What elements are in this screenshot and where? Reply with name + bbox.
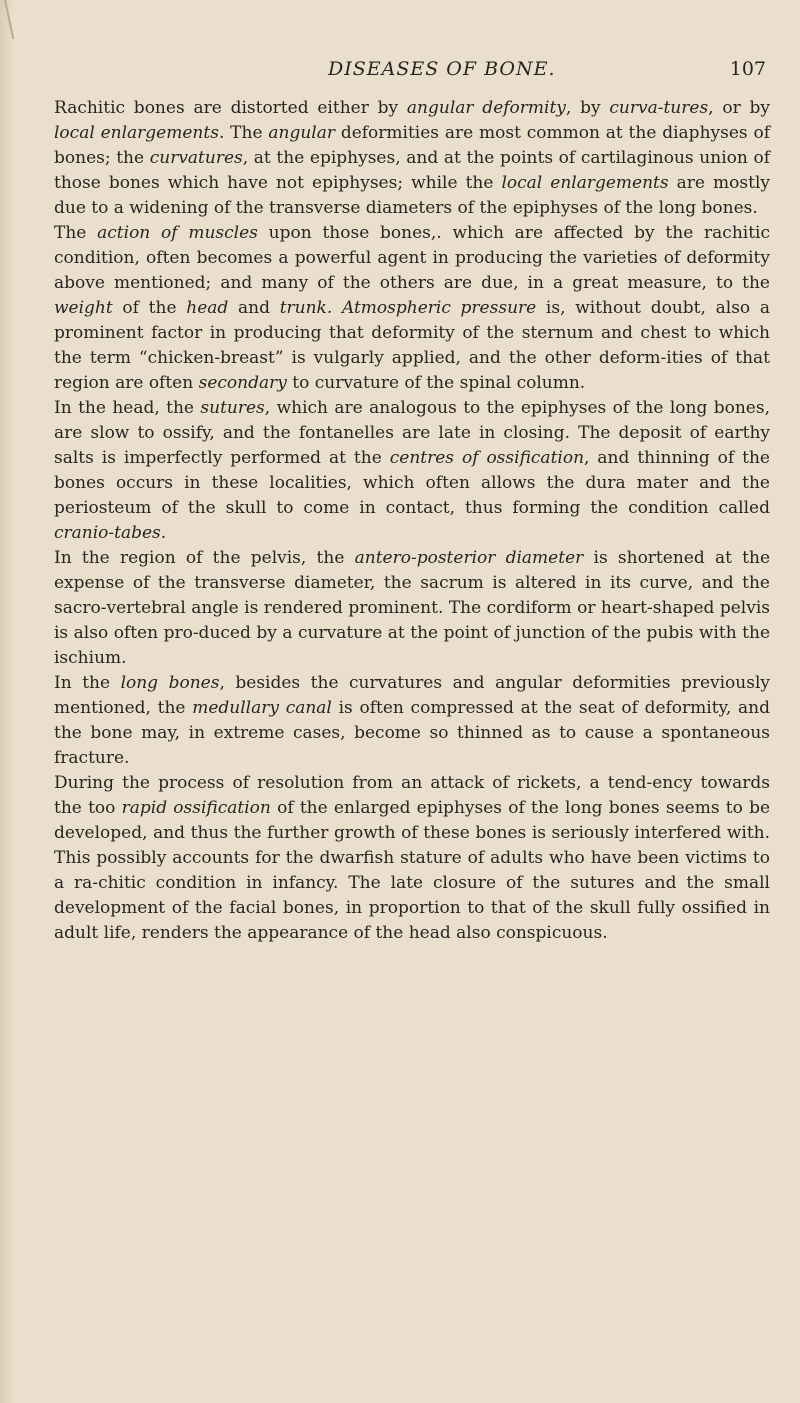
text-run: , or by — [708, 98, 771, 118]
italic-run: centres of ossification — [389, 448, 585, 468]
text-run: is shortened at the expense of the transverse diameter, the sacrum is altered in its curve, and the sacro-vertebral angle is rendered prominent. The cordiform or heart-shaped pelvis is also often pro-duced by a curvature at the point of junction of the pubis with the ischium. — [54, 548, 771, 668]
paragraph-3 — [54, 396, 770, 546]
text-run: In the head, the — [54, 398, 201, 418]
paragraph-4 — [54, 546, 770, 671]
text-run: and — [228, 298, 280, 318]
page-number: 107 — [729, 58, 766, 80]
italic-run: angular deformity — [406, 98, 566, 118]
italic-run: sutures — [200, 398, 265, 418]
italic-run: Atmospheric pressure — [341, 298, 537, 318]
text-body — [54, 96, 770, 946]
italic-run: long bones — [120, 673, 220, 693]
text-run: upon those bones,. which are affected by the rachitic condition, often becomes a powerful agent in producing the varieties of deformity above mentioned; and many of the others are due, in a great measure, to the — [54, 223, 770, 293]
italic-run: rapid ossification — [121, 798, 271, 818]
text-run: , which are analogous to the epiphyses of the long bones, are slow to ossify, and the fontanelles are late in closing. The deposit of earthy salts is imperfectly performed at the — [54, 398, 770, 468]
running-head — [54, 58, 766, 88]
text-run: , by — [565, 98, 610, 118]
text-run: is often compressed at the seat of deformity, and the bone may, in extreme cases, become so thinned as to cause a spontaneous fracture. — [54, 698, 770, 768]
text-run: is, without doubt, also a prominent factor in producing that deformity of the sternum and chest to which the term “chicken-breast” is vulgarly applied, and the other deform-ities of that region are often — [54, 298, 771, 393]
text-run: , at the epiphyses, and at the points of cartilaginous union of those bones which have not epiphyses; while the — [54, 148, 770, 193]
italic-run: head — [186, 298, 229, 318]
italic-run: trunk. — [279, 298, 333, 318]
italic-run: medullary canal — [192, 698, 332, 718]
text-run — [332, 298, 342, 318]
italic-run: local enlargements — [501, 173, 669, 193]
italic-run: antero-posterior diameter — [354, 548, 584, 568]
text-run: are mostly due to a widening of the transverse diameters of the epiphyses of the long bones. — [54, 173, 770, 218]
text-run: of the enlarged epiphyses of the long bones seems to be developed, and thus the further growth of these bones is seriously interfered with. This possibly accounts for the dwarfish stature of adults who have been victims to a ra-chitic condition in infancy. The late closure of the sutures and the small development of the facial bones, in proportion to that of the skull fully ossified in adult life, renders the appearance of the head also conspicuous. — [54, 798, 771, 943]
italic-run: secondary — [198, 373, 287, 393]
text-run: Rachitic bones are distorted either by — [54, 98, 407, 118]
italic-run: action of muscles — [97, 223, 258, 243]
paragraph-5 — [54, 671, 770, 771]
paragraph-2 — [54, 221, 770, 396]
page-edge — [0, 0, 14, 1403]
italic-run: cranio-tabes. — [54, 523, 167, 543]
italic-run: curva-tures — [609, 98, 709, 118]
text-run: to curvature of the spinal column. — [286, 373, 586, 393]
italic-run: local enlargements — [54, 123, 219, 143]
text-run: of the — [112, 298, 187, 318]
running-title: DISEASES OF BONE. — [328, 58, 556, 80]
text-run: , besides the curvatures and angular deformities previously mentioned, the — [54, 673, 771, 718]
text-run: , and thinning of the bones occurs in these localities, which often allows the dura mater and the periosteum of the skull to come in contact, thus forming the condition called — [54, 448, 770, 518]
text-run: . The — [218, 123, 269, 143]
text-run: In the — [54, 673, 121, 693]
text-run: During the process of resolution from an attack of rickets, a tend-ency towards the too — [54, 773, 770, 818]
text-run: In the region of the pelvis, the — [54, 548, 355, 568]
paragraph-6 — [54, 771, 770, 946]
text-run: deformities are most common at the diaphyses of bones; the — [54, 123, 770, 168]
paragraph-1 — [54, 96, 770, 221]
italic-run: angular — [268, 123, 335, 143]
text-run: The — [54, 223, 98, 243]
italic-run: curvatures — [149, 148, 243, 168]
italic-run: weight — [54, 298, 113, 318]
